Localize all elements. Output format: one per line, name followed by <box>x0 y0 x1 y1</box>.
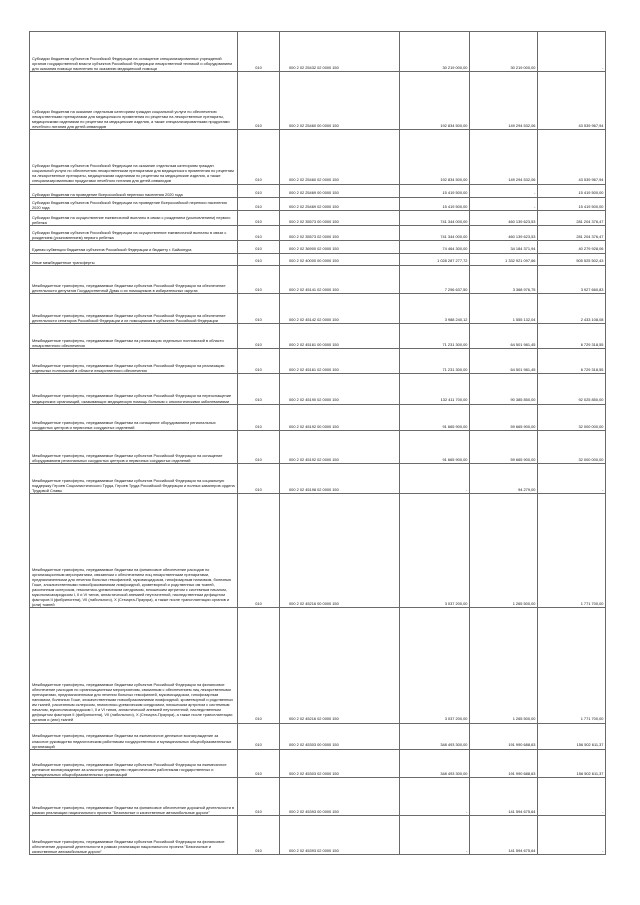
cell-plan: 15 419 500,00 <box>400 197 470 210</box>
cell-rest: 3 927 660,83 <box>538 265 606 293</box>
cell-name: Межбюджетные трансферты, передаваемые бюджетам субъектов Российской Федерации на ежемесячное денежное вознаграждение за классное руководство педагогическим работникам государственных и муниципальных общеобразовательных организаций <box>30 749 238 777</box>
cell-code: 000 2 02 45141 02 0000 150 <box>280 265 400 293</box>
cell-exec: 460 139 623,53 <box>470 210 538 225</box>
cell-rest: 1 771 700,00 <box>538 494 606 608</box>
cell-code: 000 2 02 25432 02 0000 150 <box>280 32 400 72</box>
cell-name: Субсидии бюджетам субъектов Российской Федерации на оказание отдельным категориям граждан социальной услуги по обеспечению лекарственными препаратами для медицинского применения по рецептам на лекарственные препараты, медицинскими изделиями по рецептам на медицинские изделия, а также специализированными продуктами лечебного питания для детей-инвалидов <box>30 130 238 184</box>
cell-name: Межбюджетные трансферты, передаваемые бюджетам субъектов Российской Федерации на финансовое обеспечение расходов по организационным мероприятиям, связанным с обеспечением лиц лекарственными препаратами, предназначенными для лечения больных гемофилией, муковисцидозом, гипофизарным нанизмом, болезнью Гоше, злокачественными новообразованиями лимфоидной, кроветворной и родственных им тканей, рассеянным склерозом, гемолитико-уремическим синдромом, юношеским артритом с системным началом, мукополисахаридозом I, II и VI типов, апластической анемией неуточненной, наследственным дефицитом факторов II (фибриногена), VII (лабильного), X (Стюарта-Прауэра), а также после трансплантации органов и (или) тканей <box>30 608 238 723</box>
cell-code: 000 2 02 45190 02 0000 150 <box>280 374 400 404</box>
cell-rest: 6 729 318,55 <box>538 324 606 349</box>
cell-code: 000 2 02 25460 00 0000 150 <box>280 72 400 130</box>
cell-exec: 149 294 532,06 <box>470 130 538 184</box>
cell-name: Межбюджетные трансферты, передаваемые бюджетам субъектов Российской Федерации на обеспечение деятельности депутатов Государственной Думы и их помощников в избирательных округах <box>30 265 238 293</box>
cell-plan: 3 037 200,00 <box>400 608 470 723</box>
cell-exec: 149 294 532,06 <box>470 72 538 130</box>
cell-code: 000 2 02 45393 02 0000 150 <box>280 816 400 855</box>
table-row <box>30 293 606 323</box>
cell-admin: 010 <box>238 241 280 253</box>
cell-admin: 010 <box>238 374 280 404</box>
table-row <box>30 324 606 349</box>
table-row <box>30 32 606 72</box>
cell-admin: 010 <box>238 130 280 184</box>
cell-admin: 010 <box>238 72 280 130</box>
cell-exec: 460 139 623,53 <box>470 226 538 241</box>
cell-plan: 741 344 000,00 <box>400 210 470 225</box>
cell-admin: 010 <box>238 494 280 608</box>
cell-plan: 132 411 700,00 <box>400 374 470 404</box>
cell-admin: 010 <box>238 253 280 265</box>
cell-name: Межбюджетные трансферты, передаваемые бюджетам на ежемесячное денежное вознаграждение за классное руководство педагогическим работникам государственных и муниципальных общеобразовательных организаций <box>30 723 238 749</box>
cell-exec: 1 265 500,00 <box>470 494 538 608</box>
cell-rest: 32 000 000,00 <box>538 430 606 463</box>
cell-rest: - <box>538 816 606 855</box>
cell-rest: - <box>538 777 606 815</box>
cell-admin: 010 <box>238 464 280 494</box>
cell-rest: 92 025 850,00 <box>538 374 606 404</box>
cell-admin: 010 <box>238 184 280 197</box>
table-row <box>30 374 606 404</box>
table-row <box>30 777 606 815</box>
table-row <box>30 241 606 253</box>
cell-rest: 43 539 967,94 <box>538 72 606 130</box>
cell-name: Субсидии бюджетам на осуществление ежемесячной выплаты в связи с рождением (усыновлением) первого ребенка <box>30 210 238 225</box>
cell-name: Межбюджетные трансферты, передаваемые бюджетам субъектов Российской Федерации на финансовое обеспечение дорожной деятельности в рамках реализации национального проекта "Безопасные и качественные автомобильные дороги" <box>30 816 238 855</box>
cell-name: Межбюджетные трансферты, передаваемые бюджетам субъектов Российской Федерации на оснащение оборудованием региональных сосудистых центров и первичных сосудистых отделений <box>30 430 238 463</box>
cell-exec: 30 219 000,00 <box>470 32 538 72</box>
table-row <box>30 464 606 494</box>
cell-exec: 64 501 981,45 <box>470 349 538 374</box>
cell-exec: 191 990 688,63 <box>470 749 538 777</box>
table-row <box>30 494 606 608</box>
cell-admin: 010 <box>238 608 280 723</box>
cell-code: 000 2 02 45198 02 0000 150 <box>280 464 400 494</box>
cell-name: Межбюджетные трансферты, передаваемые бюджетам на финансовое обеспечение расходов по организационным мероприятиям, связанным с обеспечением лиц лекарственными препаратами, предназначенными для лечения больных гемофилией, муковисцидозом, гипофизарным нанизмом, болезнью Гоше, злокачественными новообразованиями лимфоидной, кроветворной и родственных им тканей, рассеянным склерозом, гемолитико-уремическим синдромом, юношеским артритом с системным началом, мукополисахаридозом I, II и VI типов, апластической анемией неуточненной, наследственным дефицитом факторов II (фибриногена), VII (лабильного), X (Стюарта-Прауэра), а также после трансплантации органов и (или) тканей <box>30 494 238 608</box>
cell-plan: 71 231 300,00 <box>400 349 470 374</box>
table-row <box>30 608 606 723</box>
cell-name: Субсидии бюджетам субъектов Российской Федерации на осуществление ежемесячной выплаты в связи с рождением (усыновлением) первого ребенка <box>30 226 238 241</box>
cell-name: Иные межбюджетные трансферты <box>30 253 238 265</box>
cell-rest: 156 502 611,37 <box>538 723 606 749</box>
cell-rest: 40 279 928,06 <box>538 241 606 253</box>
cell-name: Субсидии бюджетам субъектов Российской Федерации на проведение Всероссийской переписи населения 2020 года <box>30 197 238 210</box>
cell-exec: - <box>470 184 538 197</box>
table-row <box>30 184 606 197</box>
table-row <box>30 749 606 777</box>
cell-rest: 43 539 967,94 <box>538 130 606 184</box>
cell-exec: 94 279,00 <box>470 464 538 494</box>
cell-plan: 30 219 000,00 <box>400 32 470 72</box>
cell-rest: 15 419 500,00 <box>538 197 606 210</box>
cell-admin: 010 <box>238 210 280 225</box>
cell-code: 000 2 02 45303 02 0000 150 <box>280 749 400 777</box>
cell-admin: 010 <box>238 777 280 815</box>
cell-admin: 010 <box>238 749 280 777</box>
cell-plan: 3 037 200,00 <box>400 494 470 608</box>
cell-exec: 141 594 675,64 <box>470 777 538 815</box>
table-row <box>30 130 606 184</box>
cell-admin: 010 <box>238 226 280 241</box>
cell-rest: 281 204 376,47 <box>538 226 606 241</box>
cell-plan: - <box>400 464 470 494</box>
table-row <box>30 816 606 855</box>
cell-code: 000 2 02 45161 02 0000 150 <box>280 349 400 374</box>
cell-plan: 71 231 300,00 <box>400 324 470 349</box>
cell-exec: 191 990 688,63 <box>470 723 538 749</box>
cell-code: 000 2 02 36900 02 0000 150 <box>280 241 400 253</box>
table-row <box>30 197 606 210</box>
cell-rest: 505 525 502,43 <box>538 253 606 265</box>
cell-exec: - <box>470 197 538 210</box>
cell-admin: 010 <box>238 32 280 72</box>
cell-rest: 15 419 500,00 <box>538 184 606 197</box>
cell-code: 000 2 02 45216 02 0000 150 <box>280 608 400 723</box>
cell-name: Межбюджетные трансферты, передаваемые бюджетам субъектов Российской Федерации на социальную поддержку Героев Социалистического Труда, Героев Труда Российской Федерации и полных кавалеров ордена Трудовой Славы <box>30 464 238 494</box>
cell-admin: 010 <box>238 197 280 210</box>
cell-plan: 741 344 000,00 <box>400 226 470 241</box>
table-row <box>30 72 606 130</box>
cell-admin: 010 <box>238 293 280 323</box>
cell-plan: 1 028 287 277,72 <box>400 253 470 265</box>
cell-name: Субсидии бюджетам на проведение Всероссийской переписи населения 2020 года <box>30 184 238 197</box>
cell-exec: 141 594 675,64 <box>470 816 538 855</box>
cell-code: 000 2 02 45192 02 0000 150 <box>280 430 400 463</box>
cell-rest: 6 729 318,55 <box>538 349 606 374</box>
cell-code: 000 2 02 45142 02 0000 150 <box>280 293 400 323</box>
cell-admin: 010 <box>238 404 280 430</box>
cell-rest: - <box>538 464 606 494</box>
cell-code: 000 2 02 45192 00 0000 150 <box>280 404 400 430</box>
cell-exec: 90 385 850,00 <box>470 374 538 404</box>
cell-exec: 34 184 371,94 <box>470 241 538 253</box>
cell-name: Межбюджетные трансферты, передаваемые бюджетам на реализацию отдельных полномочий в области лекарственного обеспечения <box>30 324 238 349</box>
budget-table <box>29 31 606 855</box>
cell-name: Межбюджетные трансферты, передаваемые бюджетам на финансовое обеспечение дорожной деятельности в рамках реализации национального проекта "Безопасные и качественные автомобильные дороги" <box>30 777 238 815</box>
cell-name: Межбюджетные трансферты, передаваемые бюджетам субъектов Российской Федерации на обеспечение деятельности сенаторов Российской Федерации и их помощников в субъектах Российской Федерации <box>30 293 238 323</box>
cell-exec: 1 265 500,00 <box>470 608 538 723</box>
cell-plan: - <box>400 816 470 855</box>
table-row <box>30 723 606 749</box>
cell-plan: 192 834 500,00 <box>400 72 470 130</box>
cell-exec: 1 332 921 097,66 <box>470 253 538 265</box>
cell-plan: 74 464 300,00 <box>400 241 470 253</box>
cell-exec: 1 555 132,04 <box>470 293 538 323</box>
cell-admin: 010 <box>238 349 280 374</box>
cell-rest: 281 204 376,47 <box>538 210 606 225</box>
cell-rest: - <box>538 32 606 72</box>
cell-code: 000 2 02 45216 00 0000 150 <box>280 494 400 608</box>
cell-code: 000 2 02 35573 02 0000 150 <box>280 226 400 241</box>
cell-rest: 156 502 611,37 <box>538 749 606 777</box>
cell-code: 000 2 02 25469 02 0000 150 <box>280 197 400 210</box>
cell-plan: 91 665 900,00 <box>400 430 470 463</box>
cell-name: Субсидии бюджетам на оказание отдельным категориям граждан социальной услуги по обеспечению лекарственными препаратами для медицинского применения по рецептам на лекарственные препараты, медицинскими изделиями по рецептам на медицинские изделия, а также специализированными продуктами лечебного питания для детей-инвалидов <box>30 72 238 130</box>
cell-name: Межбюджетные трансферты, передаваемые бюджетам субъектов Российской Федерации на реализацию отдельных полномочий в области лекарственного обеспечения <box>30 349 238 374</box>
cell-admin: 010 <box>238 723 280 749</box>
table-row <box>30 404 606 430</box>
table-row <box>30 226 606 241</box>
cell-code: 000 2 02 40000 00 0000 150 <box>280 253 400 265</box>
table-row <box>30 430 606 463</box>
cell-admin: 010 <box>238 265 280 293</box>
cell-plan: 91 665 900,00 <box>400 404 470 430</box>
cell-plan: 15 419 500,00 <box>400 184 470 197</box>
cell-code: 000 2 02 25460 02 0000 150 <box>280 130 400 184</box>
cell-rest: 1 771 700,00 <box>538 608 606 723</box>
cell-admin: 010 <box>238 816 280 855</box>
cell-admin: 010 <box>238 324 280 349</box>
cell-code: 000 2 02 45393 00 0000 150 <box>280 777 400 815</box>
cell-code: 000 2 02 45161 00 0000 150 <box>280 324 400 349</box>
table-row <box>30 265 606 293</box>
cell-name: Межбюджетные трансферты, передаваемые бюджетам на оснащение оборудованием региональных сосудистых центров и первичных сосудистых отделений <box>30 404 238 430</box>
table-row <box>30 349 606 374</box>
cell-exec: 59 665 900,00 <box>470 430 538 463</box>
cell-code: 000 2 02 25469 00 0000 150 <box>280 184 400 197</box>
cell-exec: 3 368 976,75 <box>470 265 538 293</box>
cell-name: Субсидии бюджетам субъектов Российской Федерации на оснащение специализированных учреждений органов государственной власти субъектов Российской Федерации лекарственной техникой и оборудованием для оказания помощи населению по оказанию медицинской помощи <box>30 32 238 72</box>
table-row <box>30 210 606 225</box>
cell-exec: 64 501 981,45 <box>470 324 538 349</box>
cell-plan: 3 988 240,12 <box>400 293 470 323</box>
cell-admin: 010 <box>238 430 280 463</box>
cell-code: 000 2 02 45303 00 0000 150 <box>280 723 400 749</box>
cell-rest: 32 000 000,00 <box>538 404 606 430</box>
cell-exec: 59 665 900,00 <box>470 404 538 430</box>
cell-name: Единая субвенция бюджетам субъектов Российской Федерации и бюджету г. Байконура <box>30 241 238 253</box>
cell-name: Межбюджетные трансферты, передаваемые бюджетам субъектов Российской Федерации на переоснащение медицинских организаций, оказывающих медицинскую помощь больным с онкологическими заболеваниями <box>30 374 238 404</box>
cell-plan: - <box>400 777 470 815</box>
table-row <box>30 253 606 265</box>
cell-plan: 348 493 300,00 <box>400 723 470 749</box>
budget-report-sheet <box>29 31 605 855</box>
cell-plan: 348 493 300,00 <box>400 749 470 777</box>
cell-code: 000 2 02 35573 00 0000 150 <box>280 210 400 225</box>
cell-plan: 192 834 500,00 <box>400 130 470 184</box>
cell-plan: 7 296 637,50 <box>400 265 470 293</box>
cell-rest: 2 433 108,08 <box>538 293 606 323</box>
